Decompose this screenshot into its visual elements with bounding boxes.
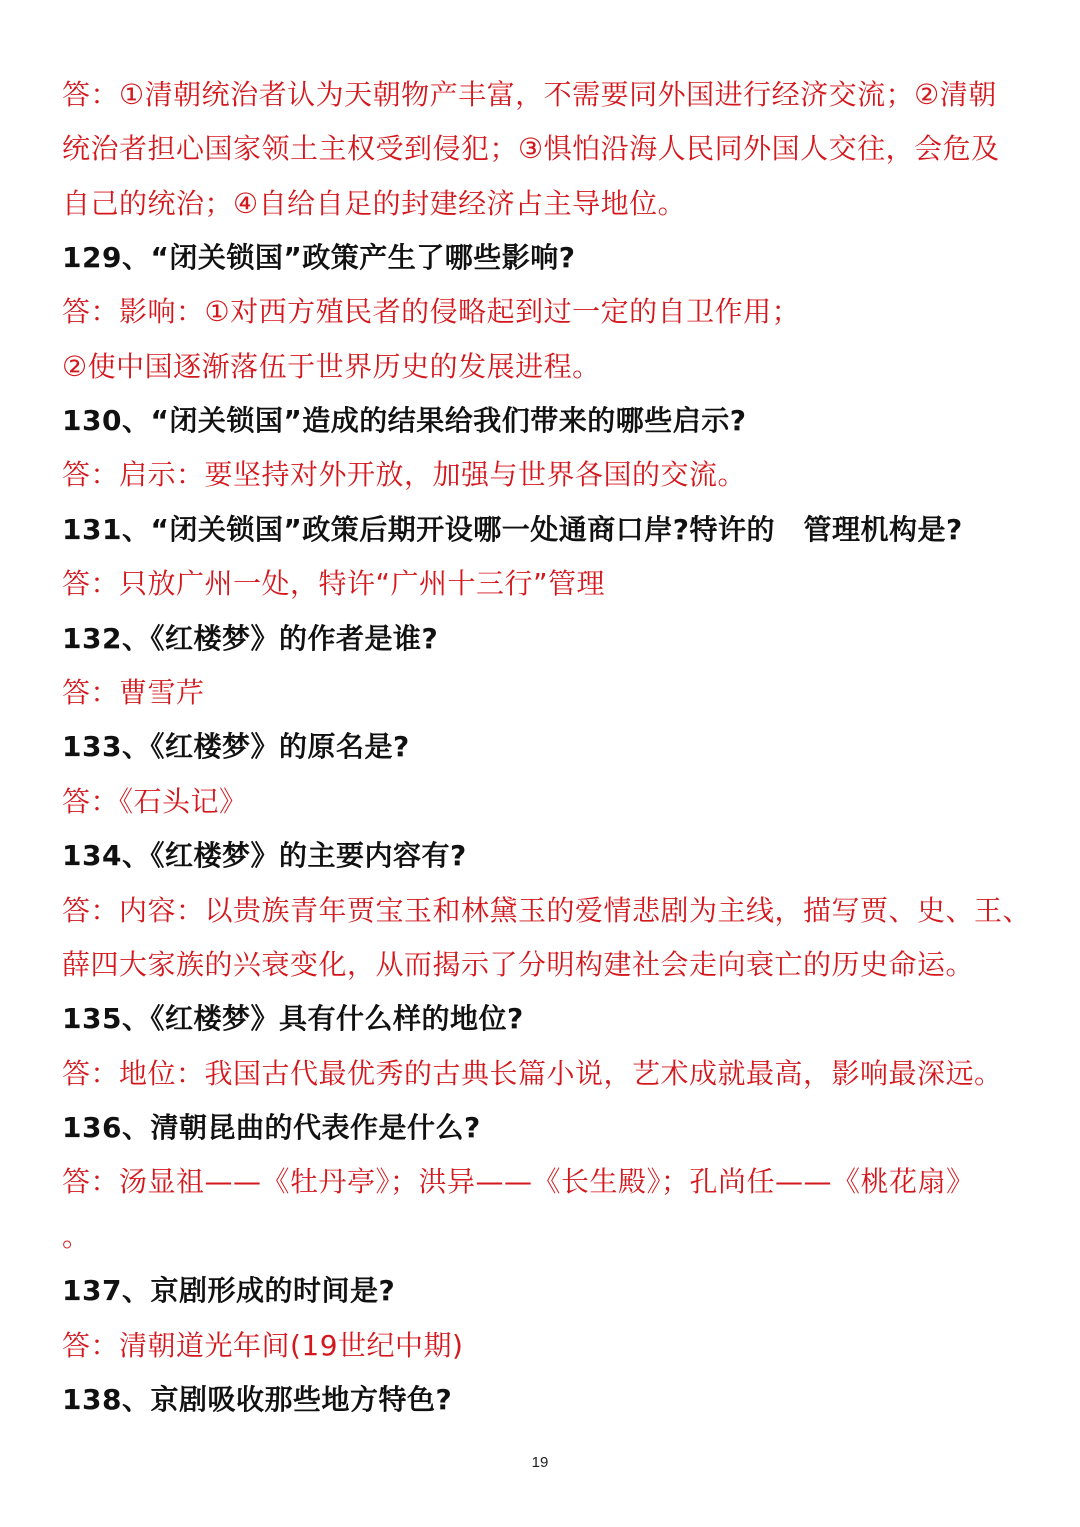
question-line: 130、“闭关锁国”造成的结果给我们带来的哪些启示? <box>62 404 747 437</box>
answer-line: 答：曹雪芹 <box>62 676 205 709</box>
answer-line: 答：内容：以贵族青年贾宝玉和林黛玉的爱情悲剧为主线，描写贾、史、王、 <box>62 894 1032 927</box>
answer-line: 答：清朝道光年间(19世纪中期) <box>62 1329 464 1362</box>
answer-line: 答：①清朝统治者认为天朝物产丰富，不需要同外国进行经济交流；②清朝 <box>62 78 997 111</box>
question-line: 134、《红楼梦》的主要内容有? <box>62 839 467 872</box>
answer-line: 答：地位：我国古代最优秀的古典长篇小说，艺术成就最高，影响最深远。 <box>62 1057 1003 1090</box>
answer-line: 答：启示：要坚持对外开放，加强与世界各国的交流。 <box>62 458 747 491</box>
answer-line: 答：《石头记》 <box>62 785 248 818</box>
answer-line: ②使中国逐渐落伍于世界历史的发展进程。 <box>62 350 601 383</box>
answer-line: 自己的统治；④自给自足的封建经济占主导地位。 <box>62 187 687 220</box>
question-line: 133、《红楼梦》的原名是? <box>62 730 410 763</box>
question-line: 129、“闭关锁国”政策产生了哪些影响? <box>62 241 576 274</box>
question-line: 138、京剧吸收那些地方特色? <box>62 1383 453 1416</box>
page-number: 19 <box>531 1454 549 1471</box>
answer-line: 答：影响：①对西方殖民者的侵略起到过一定的自卫作用； <box>62 295 801 328</box>
answer-line: 统治者担心国家领土主权受到侵犯；③惧怕沿海人民同外国人交往，会危及 <box>62 132 1000 165</box>
question-line: 132、《红楼梦》的作者是谁? <box>62 622 439 655</box>
answer-line: 答：汤显祖——《牡丹亭》；洪异——《长生殿》；孔尚任——《桃花扇》 <box>62 1165 975 1198</box>
answer-line: 。 <box>62 1220 91 1253</box>
answer-line: 薛四大家族的兴衰变化，从而揭示了分明构建社会走向衰亡的历史命运。 <box>62 948 975 981</box>
question-line: 136、清朝昆曲的代表作是什么? <box>62 1111 481 1144</box>
answer-line: 答：只放广州一处，特许“广州十三行”管理 <box>62 567 606 600</box>
question-line: 137、京剧形成的时间是? <box>62 1274 396 1307</box>
question-line: 135、《红楼梦》具有什么样的地位? <box>62 1002 524 1035</box>
question-line: 131、“闭关锁国”政策后期开设哪一处通商口岸?特许的 管理机构是? <box>62 513 963 546</box>
